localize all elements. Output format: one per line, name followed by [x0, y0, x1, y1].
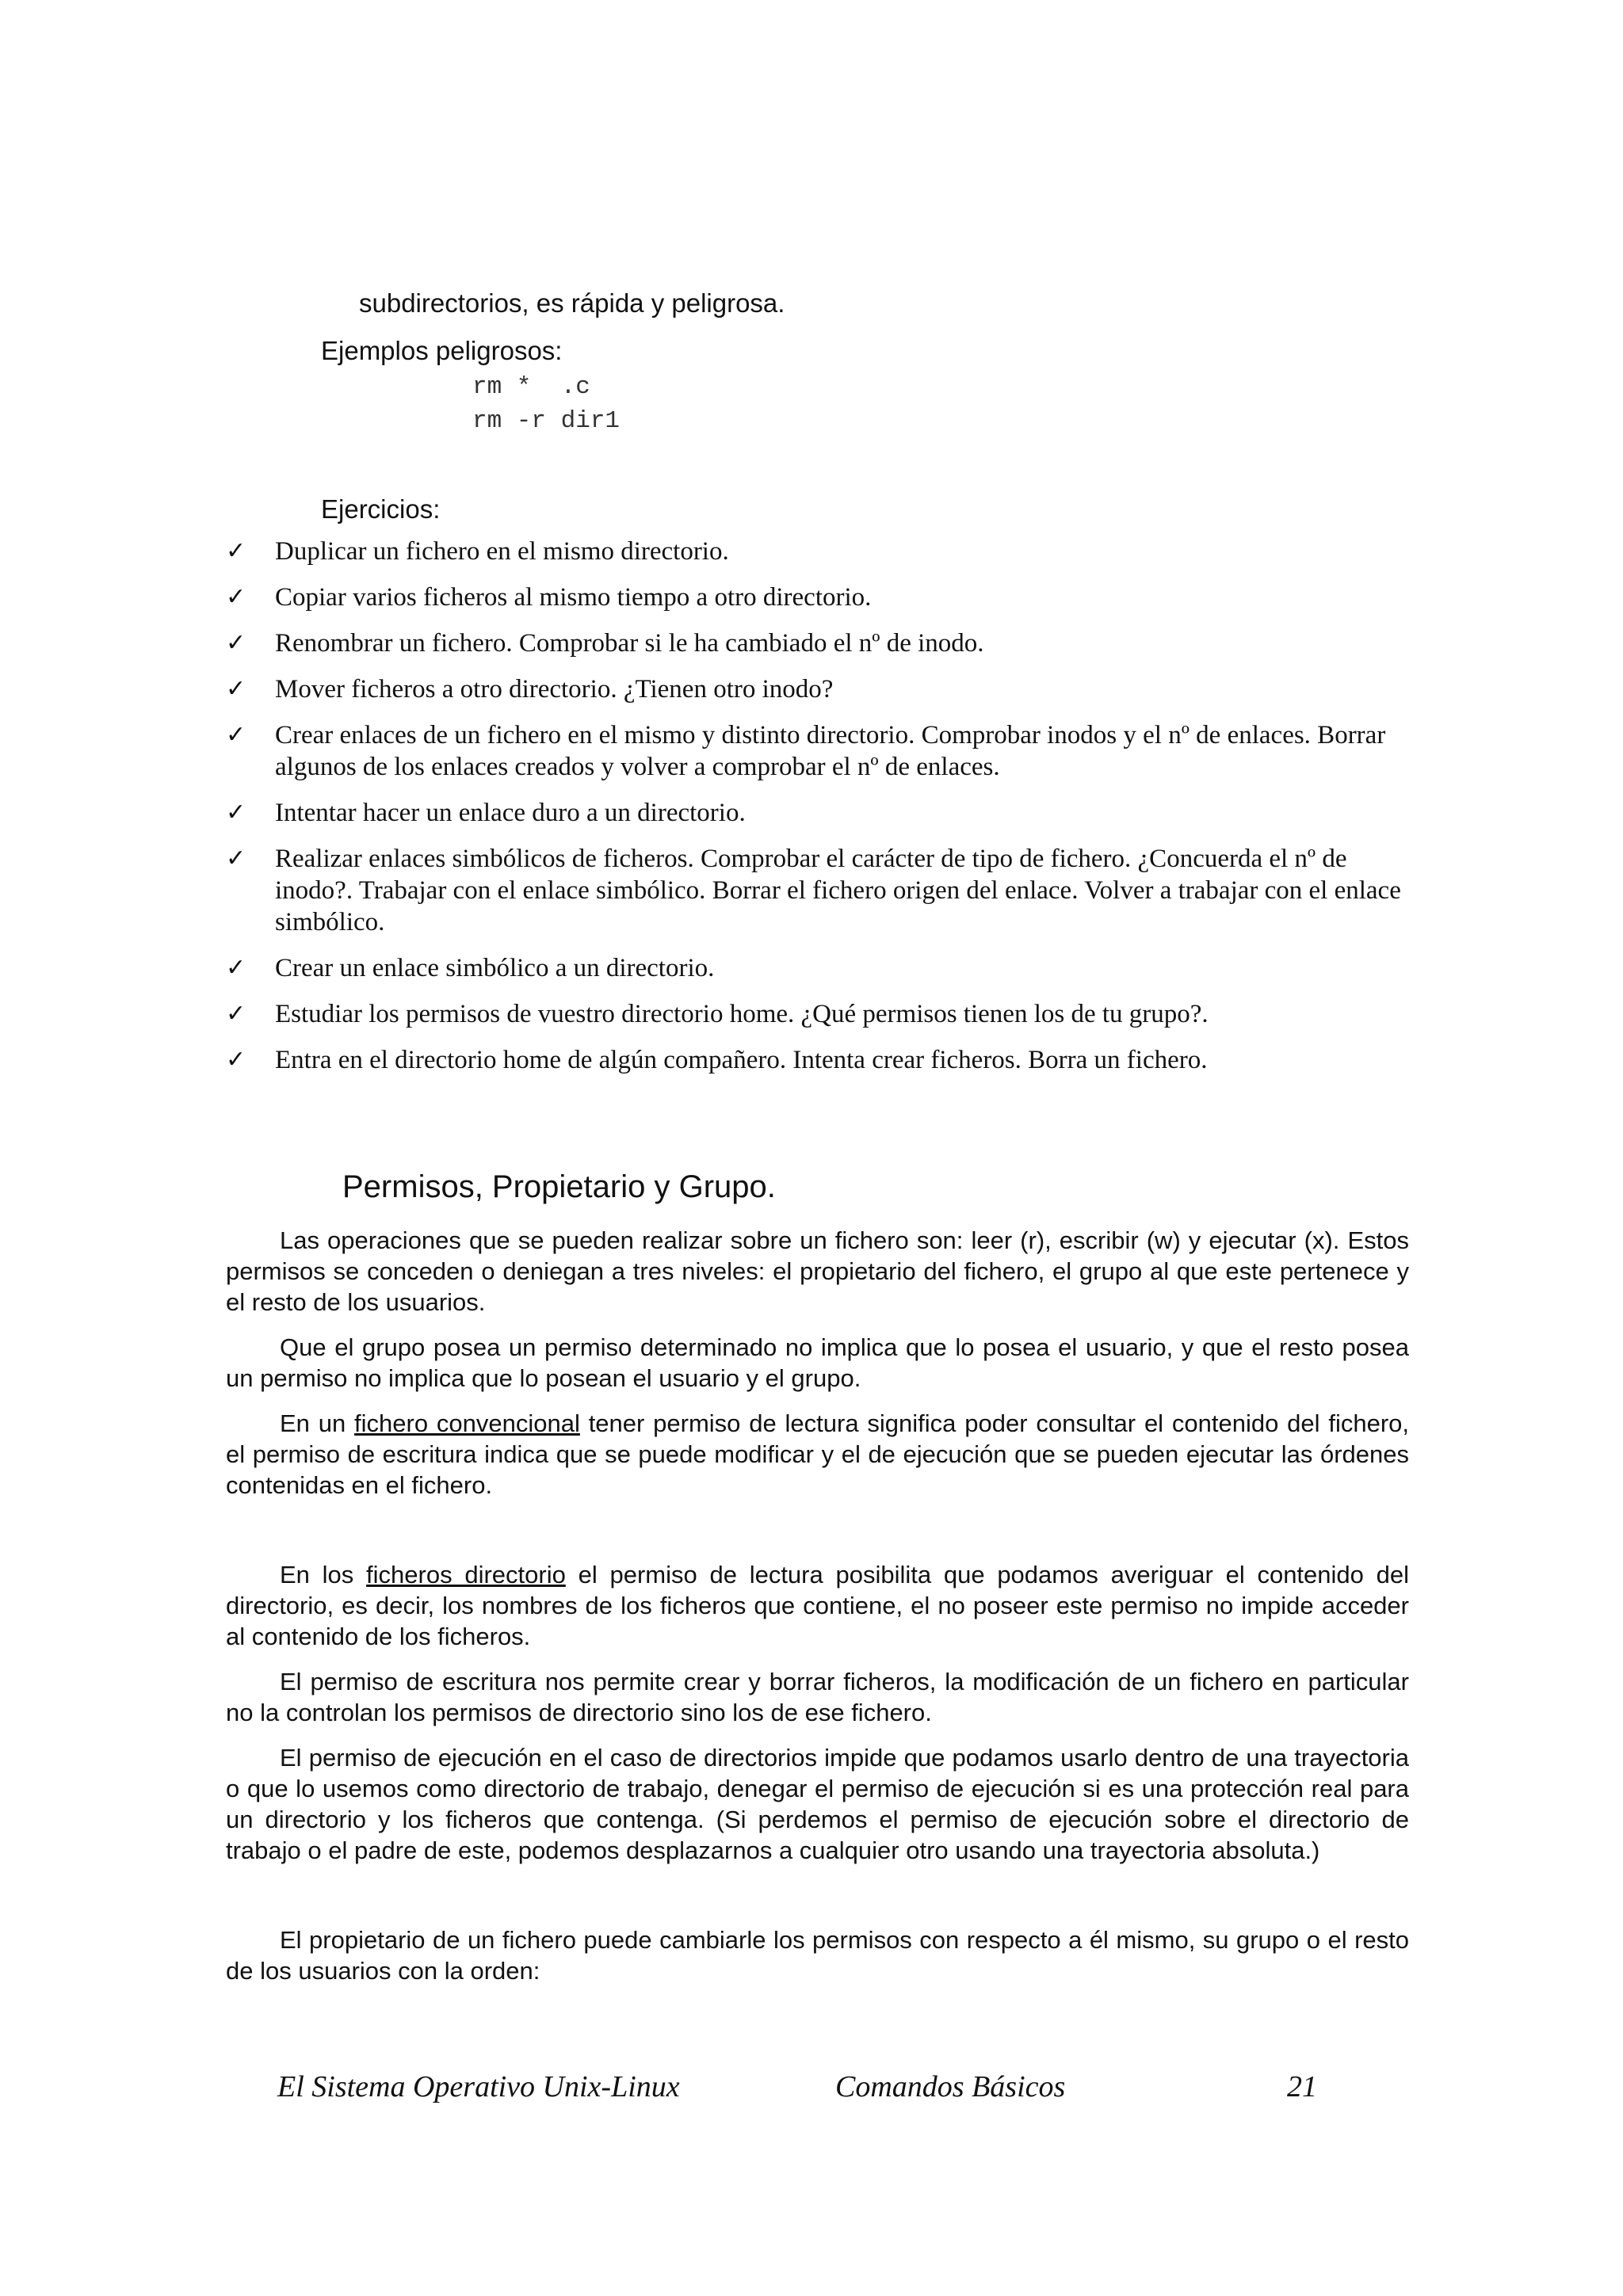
paragraph: El permiso de escritura nos permite crear y borrar ficheros, la modificación de un fichero en particular no la controlan los permisos de directorio sino los de ese fichero.: [226, 1668, 1409, 1726]
list-item-text: Estudiar los permisos de vuestro directorio home. ¿Qué permisos tienen los de tu grupo?.: [275, 1000, 1209, 1028]
paragraph: Que el grupo posea un permiso determinado no implica que lo posea el usuario, y que el resto posea un permiso no implica que lo posean el usuario y el grupo.: [226, 1333, 1409, 1392]
list-item: [226, 673, 1415, 705]
list-item-text: Renombrar un fichero. Comprobar si le ha cambiado el nº de inodo.: [275, 629, 984, 658]
checkmark-icon: ✓: [226, 954, 246, 982]
checkmark-icon: ✓: [226, 675, 246, 703]
paragraph-text: el permiso de lectura posibilita que podamos averiguar el contenido del directorio, es decir, los nombres de los ficheros que contiene, el no poseer este permiso no impide acceder al contenido de los ficheros.: [226, 1561, 1410, 1650]
list-item: [226, 536, 1415, 567]
footer-chapter-title: Comandos Básicos: [835, 2070, 1066, 2103]
exercises-label: Ejercicios:: [321, 494, 441, 524]
section-body: [226, 1225, 1409, 2000]
paragraph-text: En un: [280, 1409, 355, 1437]
list-item-text: Duplicar un fichero en el mismo directorio.: [275, 537, 729, 566]
paragraph: Las operaciones que se pueden realizar sobre un fichero son: leer (r), escribir (w) y ejecutar (x). Estos permisos se conceden o deniegan a tres niveles: el propietario del fichero, el grupo al que este pertenece y el resto de los usuarios.: [226, 1226, 1409, 1316]
paragraph-text: tener permiso de lectura significa poder consultar el contenido del fichero, el permiso de escritura indica que se puede modificar y el de ejecución que se pueden ejecutar las órdenes contenidas en el fichero.: [226, 1409, 1409, 1499]
list-item-text: Intentar hacer un enlace duro a un directorio.: [275, 799, 746, 827]
checkmark-icon: ✓: [226, 537, 246, 565]
list-item-text: Realizar enlaces simbólicos de ficheros. Comprobar el carácter de tipo de fichero. ¿Concuerda el nº de inodo?. Trabajar con el enlace simbólico. Borrar el fichero origen del enlace. Volver a trabajar con el enlace simbólico.: [275, 845, 1401, 936]
footer-book-title: El Sistema Operativo Unix-Linux: [277, 2070, 680, 2103]
list-item: [226, 998, 1415, 1030]
checkmark-icon: ✓: [226, 629, 246, 657]
checkmark-icon: ✓: [226, 799, 246, 826]
underlined-term: ficheros directorio: [366, 1561, 566, 1589]
list-item-text: Entra en el directorio home de algún compañero. Intenta crear ficheros. Borra un fichero.: [275, 1046, 1208, 1074]
paragraph: El propietario de un fichero puede cambiarle los permisos con respecto a él mismo, su grupo o el resto de los usuarios con la orden:: [226, 1926, 1409, 1985]
list-item-text: Copiar varios ficheros al mismo tiempo a otro directorio.: [275, 583, 872, 612]
checkmark-icon: ✓: [226, 845, 246, 872]
list-item: [226, 952, 1415, 984]
list-item-text: Mover ficheros a otro directorio. ¿Tienen otro inodo?: [275, 675, 834, 704]
list-item-text: Crear un enlace simbólico a un directorio.: [275, 954, 715, 982]
examples-label: Ejemplos peligrosos:: [321, 336, 563, 365]
list-item: [226, 1044, 1415, 1076]
code-line: rm -r dir1: [472, 407, 621, 435]
intro-line: subdirectorios, es rápida y peligrosa.: [359, 288, 785, 318]
paragraph-text: En los: [280, 1561, 367, 1589]
underlined-term: fichero convencional: [354, 1409, 580, 1437]
paragraph: El permiso de ejecución en el caso de directorios impide que podamos usarlo dentro de una trayectoria o que lo usemos como directorio de trabajo, denegar el permiso de ejecución si es una protección real para un directorio y los ficheros que contenga. (Si perdemos el permiso de ejecución sobre el directorio de trabajo o el padre de este, podemos desplazarnos a cualquier otro usando una trayectoria absoluta.): [226, 1744, 1409, 1864]
paragraph: [226, 1559, 1409, 1652]
list-item: [226, 582, 1415, 613]
section-heading: Permisos, Propietario y Grupo.: [342, 1169, 776, 1204]
list-item: [226, 627, 1415, 659]
checkmark-icon: ✓: [226, 1046, 246, 1074]
checkmark-icon: ✓: [226, 583, 246, 611]
paragraph: [226, 1408, 1409, 1501]
exercise-list: [226, 536, 1415, 1090]
list-item: [226, 719, 1415, 783]
code-line: rm * .c: [472, 373, 590, 401]
checkmark-icon: ✓: [226, 1000, 246, 1028]
list-item: [226, 797, 1415, 829]
checkmark-icon: ✓: [226, 721, 246, 749]
list-item-text: Crear enlaces de un fichero en el mismo y distinto directorio. Comprobar inodos y el nº de enlaces. Borrar algunos de los enlaces creados y volver a comprobar el nº de enlaces.: [275, 721, 1386, 781]
page-number: 21: [1287, 2070, 1317, 2103]
list-item: [226, 843, 1415, 938]
